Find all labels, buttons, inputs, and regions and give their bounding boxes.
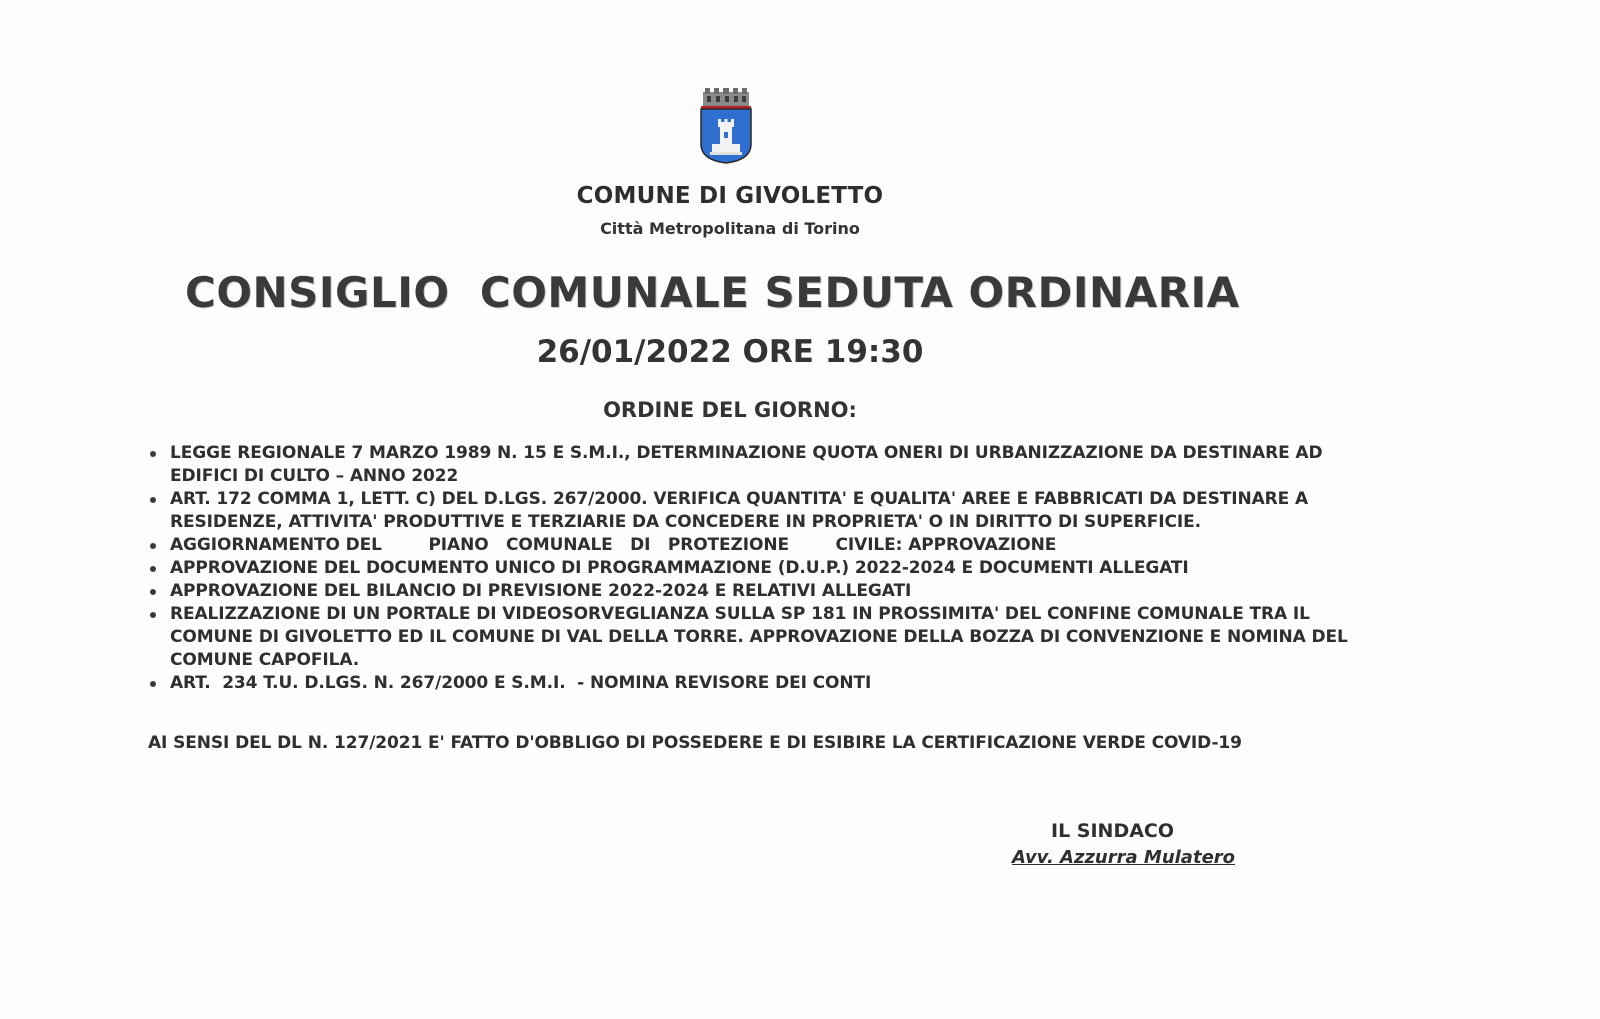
agenda-item [150,534,1370,557]
bullet-icon [150,612,156,618]
bullet-icon [150,543,156,549]
agenda-item [150,442,1370,488]
agenda-item [150,603,1370,672]
agenda-item [150,488,1370,534]
agenda-item-text: APPROVAZIONE DEL DOCUMENTO UNICO DI PROGRAMMAZIONE (D.U.P.) 2022-2024 E DOCUMENTI ALLEGATI [170,558,1189,578]
comune-subtitle: Città Metropolitana di Torino [600,219,860,238]
agenda-item [150,672,1370,695]
agenda-item-text: REALIZZAZIONE DI UN PORTALE DI VIDEOSORVEGLIANZA SULLA SP 181 IN PROSSIMITA' DEL CONFINE COMUNALE TRA IL COMUNE DI GIVOLETTO ED IL COMUNE DI VAL DELLA TORRE. APPROVAZIONE DELLA BOZZA DI CONVENZIONE E NOMINA DEL COMUNE CAPOFILA. [170,604,1348,670]
bullet-icon [150,566,156,572]
agenda-item-text: AGGIORNAMENTO DEL PIANO COMUNALE DI PROTEZIONE CIVILE: APPROVAZIONE [170,535,1057,555]
agenda-item [150,557,1370,580]
bullet-icon [150,681,156,687]
agenda-item-text: LEGGE REGIONALE 7 MARZO 1989 N. 15 E S.M.I., DETERMINAZIONE QUOTA ONERI DI URBANIZZAZIONE DA DESTINARE AD EDIFICI DI CULTO – ANNO 2022 [170,443,1323,486]
agenda-heading: ORDINE DEL GIORNO: [603,398,857,422]
agenda-list [150,442,1370,695]
covid-notice: AI SENSI DEL DL N. 127/2021 E' FATTO D'OBBLIGO DI POSSEDERE E DI ESIBIRE LA CERTIFICAZIONE VERDE COVID-19 [148,733,1242,753]
meeting-date-time: 26/01/2022 ORE 19:30 [536,334,924,370]
agenda-item-text: APPROVAZIONE DEL BILANCIO DI PREVISIONE 2022-2024 E RELATIVI ALLEGATI [170,581,912,601]
bullet-icon [150,589,156,595]
agenda-item-text: ART. 234 T.U. D.LGS. N. 267/2000 E S.M.I. - NOMINA REVISORE DEI CONTI [170,673,872,693]
coat-of-arms-icon [698,88,754,164]
bullet-icon [150,451,156,457]
signature-name: Avv. Azzurra Mulatero [1012,847,1236,868]
comune-name: COMUNE DI GIVOLETTO [576,183,884,209]
bullet-icon [150,497,156,503]
agenda-item [150,580,1370,603]
page-title: CONSIGLIO COMUNALE SEDUTA ORDINARIA [185,268,1240,317]
signature-role: IL SINDACO [1051,820,1175,842]
agenda-item-text: ART. 172 COMMA 1, LETT. C) DEL D.LGS. 267/2000. VERIFICA QUANTITA' E QUALITA' AREE E FABBRICATI DA DESTINARE A RESIDENZE, ATTIVITA' PRODUTTIVE E TERZIARIE DA CONCEDERE IN PROPRIETA' O IN DIRITTO DI SUPERFICIE. [170,489,1309,532]
